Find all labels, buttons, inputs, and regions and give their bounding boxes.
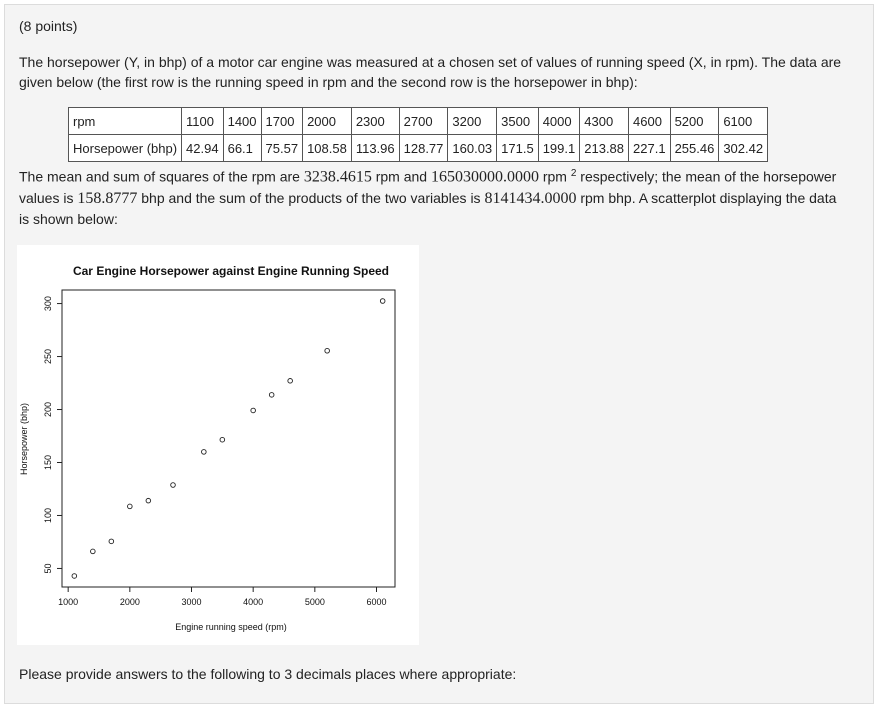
table-cell: 5200 xyxy=(670,108,719,135)
data-point xyxy=(72,574,77,579)
x-tick-label: 4000 xyxy=(243,597,264,607)
x-axis-label: Engine running speed (rpm) xyxy=(175,622,287,632)
data-point xyxy=(128,504,133,509)
scatterplot-svg xyxy=(17,245,419,645)
table-cell: 4300 xyxy=(580,108,629,135)
table-cell: 108.58 xyxy=(303,135,352,162)
x-tick-label: 6000 xyxy=(366,597,387,607)
table-cell: 160.03 xyxy=(448,135,497,162)
table-cell: 128.77 xyxy=(399,135,448,162)
table-cell: 3200 xyxy=(448,108,497,135)
table-row-rpm xyxy=(69,108,768,135)
x-tick-label: 1000 xyxy=(58,597,79,607)
table-cell: 255.46 xyxy=(670,135,719,162)
table-cell: rpm xyxy=(69,108,182,135)
intro-line-1: The horsepower (Y, in bhp) of a motor car engine was measured at a chosen set of values of running speed (X, in rpm). The data are xyxy=(19,54,842,70)
chart-title: Car Engine Horsepower against Engine Running Speed xyxy=(72,264,390,278)
intro-text xyxy=(19,52,869,92)
data-point xyxy=(269,393,274,398)
table-cell: 2300 xyxy=(351,108,399,135)
data-point xyxy=(171,483,176,488)
y-axis-label: Horsepower (bhp) xyxy=(19,402,29,476)
data-point xyxy=(288,379,293,384)
question-card xyxy=(4,4,874,704)
table-cell: 113.96 xyxy=(351,135,399,162)
table-cell: 42.94 xyxy=(182,135,224,162)
mean-hp-value: 158.8777 xyxy=(77,189,138,207)
table-cell: 1400 xyxy=(223,108,261,135)
y-tick-label: 250 xyxy=(43,349,53,365)
y-tick-label: 50 xyxy=(43,563,53,574)
table-cell: 4600 xyxy=(629,108,671,135)
sum-prod-value: 8141434.0000 xyxy=(484,189,577,207)
data-table xyxy=(68,107,768,162)
data-point xyxy=(91,549,96,554)
mean-rpm-value: 3238.4615 xyxy=(303,168,372,186)
table-cell: 227.1 xyxy=(629,135,671,162)
table-cell: 4000 xyxy=(538,108,580,135)
stats-text: The mean and sum of squares of the rpm are 3238.4615 rpm and 165030000.0000 rpm $^2$ respectively; the mean of the horsepower values is 158.8777 bhp and the sum of the products of the two variables is 8141434.0000 rpm bhp. A scatterplot displaying the data is shown below: xyxy=(19,168,837,227)
data-point xyxy=(325,348,330,353)
plot-frame xyxy=(62,290,395,587)
table-cell: 6100 xyxy=(719,108,768,135)
table-cell: 1700 xyxy=(261,108,303,135)
ss-rpm-value: 165030000.0000 xyxy=(430,168,539,186)
y-tick-label: 200 xyxy=(43,402,53,418)
table-cell: 1100 xyxy=(182,108,224,135)
data-point xyxy=(109,539,114,544)
data-point xyxy=(220,437,225,442)
intro-line-2: given below (the first row is the running speed in rpm and the second row is the horsepower in bhp): xyxy=(19,74,638,90)
x-tick-label: 5000 xyxy=(304,597,325,607)
table-cell: 3500 xyxy=(497,108,539,135)
data-point xyxy=(146,498,151,503)
data-point xyxy=(380,299,385,304)
table-row-horsepower xyxy=(69,135,768,162)
table-cell: 66.1 xyxy=(223,135,261,162)
x-tick-label: 3000 xyxy=(181,597,202,607)
points-label: (8 points) xyxy=(19,18,78,34)
table-cell: 2000 xyxy=(303,108,352,135)
footer-instruction: Please provide answers to the following to 3 decimals places where appropriate: xyxy=(19,666,517,682)
table-cell: 2700 xyxy=(399,108,448,135)
table-cell: 75.57 xyxy=(261,135,303,162)
scatterplot xyxy=(17,245,419,645)
table-cell: 171.5 xyxy=(497,135,539,162)
x-tick-label: 2000 xyxy=(119,597,140,607)
y-tick-label: 300 xyxy=(43,296,53,312)
data-point xyxy=(202,450,207,455)
table-cell: 302.42 xyxy=(719,135,768,162)
table-cell: 199.1 xyxy=(538,135,580,162)
table-cell: Horsepower (bhp) xyxy=(69,135,182,162)
y-tick-label: 150 xyxy=(43,454,53,471)
y-tick-label: 100 xyxy=(43,507,53,523)
table-cell: 213.88 xyxy=(580,135,629,162)
data-point xyxy=(251,408,256,413)
